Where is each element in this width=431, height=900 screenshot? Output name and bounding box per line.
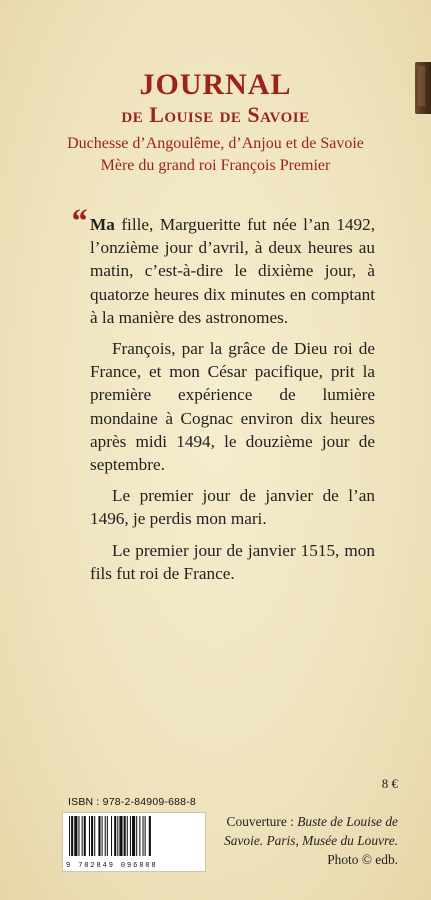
isbn-label: ISBN : 978-2-84909-688-8 xyxy=(68,796,196,808)
barcode-bar xyxy=(119,816,122,856)
barcode-bar xyxy=(69,816,70,856)
barcode-bar xyxy=(139,816,140,856)
photo-credit: Photo © edb. xyxy=(327,852,398,867)
barcode-bar xyxy=(136,816,137,856)
barcode-bar xyxy=(130,816,131,856)
barcode-bar xyxy=(89,816,90,856)
barcode xyxy=(62,812,206,872)
barcode-bar xyxy=(102,816,103,856)
barcode-bar xyxy=(71,816,73,856)
cover-credit xyxy=(218,812,398,869)
excerpt-paragraph-2: François, par la grâce de Dieu roi de France, et mon César pacifique, prit la première expérience de lumière mondaine à Cognac environ dix heures après midi 1494, le douzième jour de septembre. xyxy=(90,339,375,475)
barcode-bar xyxy=(74,816,77,856)
barcode-bar xyxy=(105,816,106,856)
subtitle-line-2: Mère du grand roi François Premier xyxy=(100,157,331,174)
barcode-bar xyxy=(111,816,112,856)
barcode-bar xyxy=(107,816,108,856)
cover-credit-label: Couverture : xyxy=(226,814,298,829)
excerpt-paragraph-1-text: fille, Margueritte fut née l’an 1492, l’onzième jour d’avril, à deux heures au matin, c’est-à-dire le dixième jour, à quatorze heures dix minutes en comptant à la manière des astronomes. xyxy=(90,215,375,327)
barcode-bar xyxy=(98,816,100,856)
barcode-bars xyxy=(67,816,201,860)
excerpt-paragraph-3: Le premier jour de janvier de l’an 1496, je perdis mon mari. xyxy=(90,486,375,529)
subtitle-line-1: Duchesse d’Angoulême, d’Anjou et de Savoie xyxy=(67,135,364,152)
barcode-bar xyxy=(82,816,83,856)
barcode-bar xyxy=(143,816,144,856)
barcode-number: 9 782849 096888 xyxy=(66,862,158,870)
excerpt-first-word: Ma xyxy=(90,215,115,234)
barcode-bar xyxy=(94,816,95,856)
price-label: 8 € xyxy=(381,776,398,791)
excerpt-paragraph-1 xyxy=(70,203,375,329)
barcode-bar xyxy=(78,816,79,856)
barcode-bar xyxy=(149,816,151,856)
barcode-bar xyxy=(124,816,126,856)
opening-quote-mark: “ xyxy=(70,203,87,240)
barcode-bar xyxy=(117,816,118,856)
book-title-subline: de Louise de Savoie xyxy=(121,102,310,127)
barcode-bar xyxy=(145,816,146,856)
excerpt-paragraph-4: Le premier jour de janvier 1515, mon fils fut roi de France. xyxy=(90,540,375,583)
barcode-bar xyxy=(84,816,86,856)
book-title: JOURNAL xyxy=(139,68,292,101)
cover-credit-work: Buste de Louise de Savoie. Paris, Musée du Louvre. xyxy=(224,814,398,848)
barcode-bar xyxy=(132,816,135,856)
barcode-bar xyxy=(127,816,128,856)
barcode-bar xyxy=(91,816,93,856)
barcode-bar xyxy=(114,816,116,856)
excerpt-text xyxy=(70,203,375,593)
